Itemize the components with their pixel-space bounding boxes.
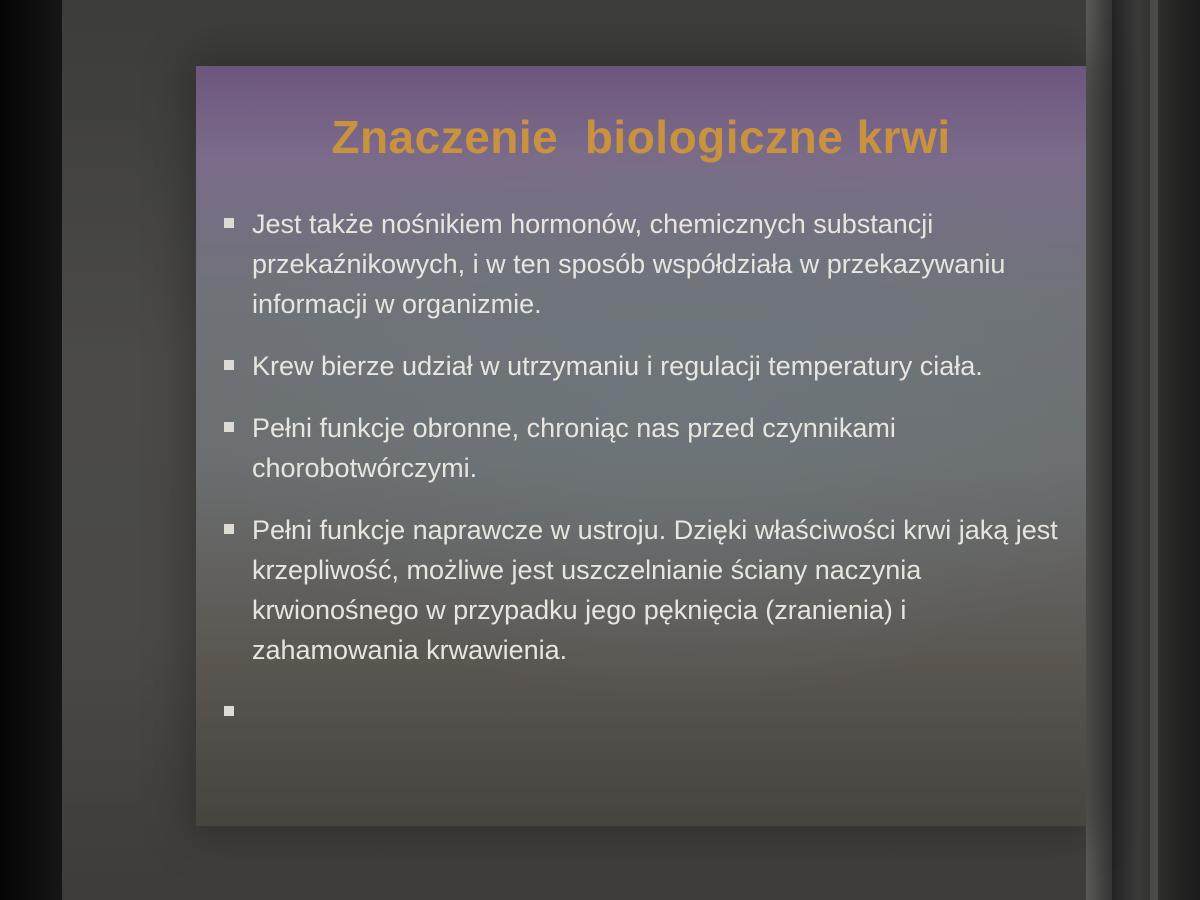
bullet-item xyxy=(218,346,1068,386)
bullet-item xyxy=(218,408,1068,488)
square-bullet-icon xyxy=(224,524,234,534)
bullet-item xyxy=(218,510,1068,670)
bullet-text: Jest także nośnikiem hormonów, chemicznych substancji przekaźnikowych, i w ten sposób współdziała w przekazywaniu informacji w organizmie. xyxy=(252,209,1006,319)
square-bullet-icon xyxy=(224,422,234,432)
square-bullet-icon xyxy=(224,218,234,228)
bullet-text: Krew bierze udział w utrzymaniu i regulacji temperatury ciała. xyxy=(252,351,983,381)
bullet-item-empty xyxy=(218,692,1068,732)
wall-stripe xyxy=(1150,0,1158,900)
bullet-text: Pełni funkcje naprawcze w ustroju. Dzięki właściwości krwi jaką jest krzepliwość, możliwe jest uszczelnianie ściany naczynia krwionośnego w przypadku jego pęknięcia (zranienia) i zahamowania krwawienia. xyxy=(252,515,1058,665)
projected-slide xyxy=(196,66,1086,826)
bullet-item xyxy=(218,204,1068,324)
square-bullet-icon xyxy=(224,706,234,716)
square-bullet-icon xyxy=(224,360,234,370)
bullet-list xyxy=(218,204,1068,754)
bullet-text: Pełni funkcje obronne, chroniąc nas przed czynnikami chorobotwórczymi. xyxy=(252,413,896,483)
slide-title: Znaczenie biologiczne krwi xyxy=(331,111,951,163)
